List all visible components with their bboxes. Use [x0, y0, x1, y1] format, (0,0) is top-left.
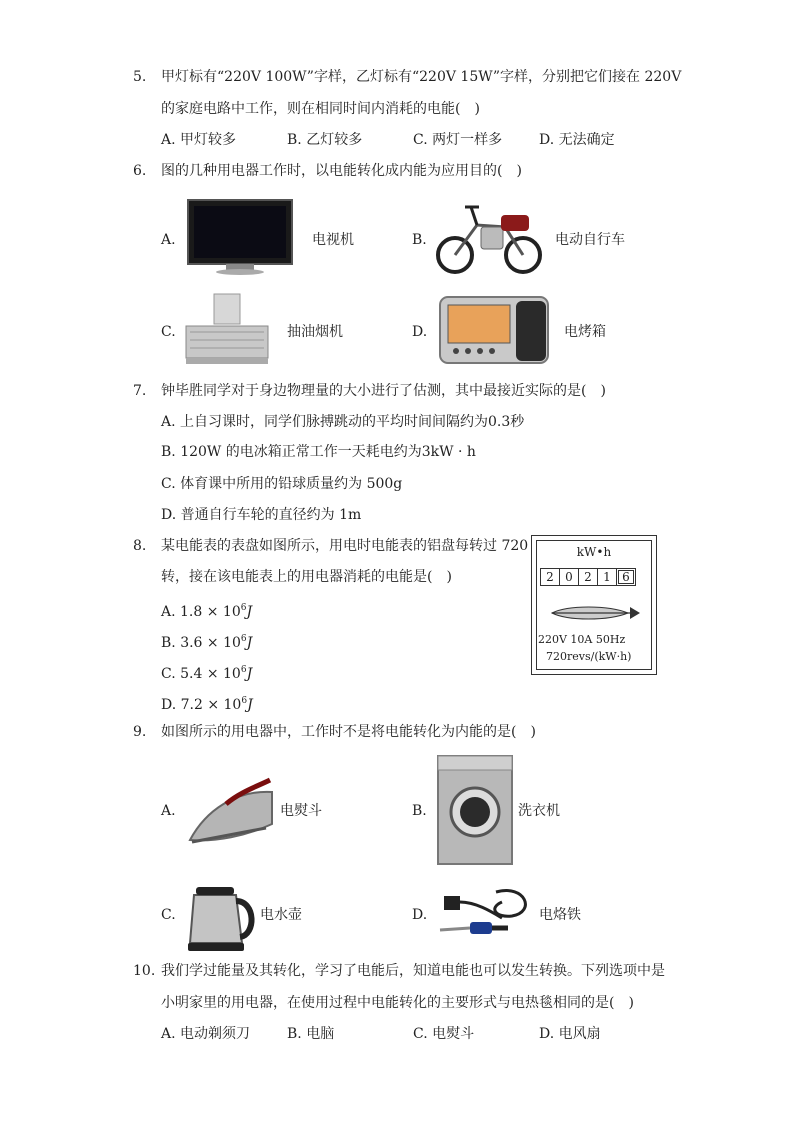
q5-number: 5.: [133, 69, 147, 85]
q6-label-b: 电动自行车: [555, 232, 625, 248]
q8-option-a-base: A. 1.8 × 10: [161, 604, 241, 620]
q8-option-a-exponent: 6: [240, 603, 247, 613]
q6-label-d: 电烤箱: [564, 324, 606, 340]
q8-number: 8.: [133, 538, 147, 554]
q10-stem-line1: 我们学过能量及其转化，学习了电能后，知道电能也可以发生转换。下列选项中是: [161, 963, 665, 979]
q7-number: 7.: [133, 383, 147, 399]
q10-number: 10.: [133, 963, 156, 979]
electric-kettle-image: [184, 875, 260, 953]
q8-option-a: [161, 599, 252, 621]
meter-disc-arrow: [548, 602, 644, 624]
q9-label-a: 电熨斗: [280, 803, 322, 819]
q9-label-d: 电烙铁: [539, 907, 581, 923]
q9-option-c: C.: [161, 907, 176, 923]
q8-option-c-unit: J: [246, 666, 253, 682]
q8-option-c-base: C. 5.4 × 10: [161, 666, 241, 682]
television-image: [186, 198, 294, 276]
q8-option-d-unit: J: [247, 697, 253, 713]
q6-option-b: B.: [412, 232, 427, 248]
q5-stem-line1: 甲灯标有“220V 100W”字样，乙灯标有“220V 15W”字样，分别把它们接在 220V: [161, 69, 682, 85]
electric-oven-image: [438, 295, 550, 367]
q8-option-c: [161, 661, 252, 683]
q7-option-b: B. 120W 的电冰箱正常工作一天耗电约为3kW · h: [161, 444, 476, 460]
q8-option-c-exponent: 6: [240, 665, 247, 675]
q9-stem: 如图所示的用电器中，工作时不是将电能转化为内能的是( ): [161, 724, 536, 740]
q9-option-d: D.: [412, 907, 428, 923]
meter-digits: [540, 568, 635, 586]
q9-label-c: 电水壶: [260, 907, 302, 923]
q10-option-a: A. 电动剃须刀: [161, 1026, 251, 1042]
q8-option-b-exponent: 6: [240, 634, 247, 644]
q6-label-c: 抽油烟机: [287, 324, 343, 340]
q7-option-a: A. 上自习课时，同学们脉搏跳动的平均时间间隔约为0.3秒: [161, 414, 525, 430]
q8-stem-line1: 某电能表的表盘如图所示，用电时电能表的铝盘每转过 720: [161, 538, 529, 554]
electric-iron-image: [186, 770, 278, 850]
meter-digit: 2: [578, 568, 598, 586]
energy-meter-diagram: [531, 535, 657, 675]
q8-option-b-base: B. 3.6 × 10: [161, 635, 241, 651]
q7-stem: 钟毕胜同学对于身边物理量的大小进行了估测，其中最接近实际的是( ): [161, 383, 606, 399]
q8-option-b-unit: J: [246, 635, 253, 651]
q6-option-d: D.: [412, 324, 428, 340]
q6-option-a: A.: [161, 232, 176, 248]
meter-digit: 1: [597, 568, 617, 586]
q8-stem-line2: 转，接在该电能表上的用电器消耗的电能是( ): [161, 569, 452, 585]
q8-option-b: [161, 630, 252, 652]
q10-option-d: D. 电风扇: [539, 1026, 601, 1042]
q5-option-d: D. 无法确定: [539, 132, 615, 148]
meter-digit: 0: [559, 568, 579, 586]
q5-option-a: A. 甲灯较多: [161, 132, 237, 148]
q6-label-a: 电视机: [312, 232, 354, 248]
q6-option-c: C.: [161, 324, 176, 340]
q8-option-d-exponent: 6: [241, 696, 248, 706]
meter-digit-decimal: 6: [616, 568, 636, 586]
q10-option-b: B. 电脑: [287, 1026, 335, 1042]
q9-option-b: B.: [412, 803, 427, 819]
q7-option-d: D. 普通自行车轮的直径约为 1m: [161, 507, 362, 523]
q9-number: 9.: [133, 724, 147, 740]
washing-machine-image: [436, 754, 514, 866]
meter-digit: 2: [540, 568, 560, 586]
q8-option-d-base: D. 7.2 × 10: [161, 697, 242, 713]
electric-bicycle-image: [435, 197, 543, 277]
q6-stem: 图的几种用电器工作时，以电能转化成内能为应用目的( ): [161, 163, 522, 179]
q9-label-b: 洗衣机: [518, 803, 560, 819]
q9-option-a: A.: [161, 803, 176, 819]
q5-option-b: B. 乙灯较多: [287, 132, 363, 148]
range-hood-image: [184, 292, 270, 370]
soldering-iron-image: [436, 882, 540, 946]
q5-option-c: C. 两灯一样多: [413, 132, 503, 148]
q6-number: 6.: [133, 163, 147, 179]
q8-option-a-unit: J: [246, 604, 253, 620]
q7-option-c: C. 体育课中所用的铅球质量约为 500g: [161, 476, 403, 492]
meter-unit: kW•h: [576, 545, 612, 559]
q5-stem-line2: 的家庭电路中工作，则在相同时间内消耗的电能( ): [161, 101, 480, 117]
q10-stem-line2: 小明家里的用电器，在使用过程中电能转化的主要形式与电热毯相同的是( ): [161, 995, 634, 1011]
q10-option-c: C. 电熨斗: [413, 1026, 475, 1042]
meter-spec: 220V 10A 50Hz: [538, 633, 626, 646]
meter-revs: 720revs/(kW·h): [546, 650, 632, 663]
q8-option-d: [161, 692, 253, 714]
